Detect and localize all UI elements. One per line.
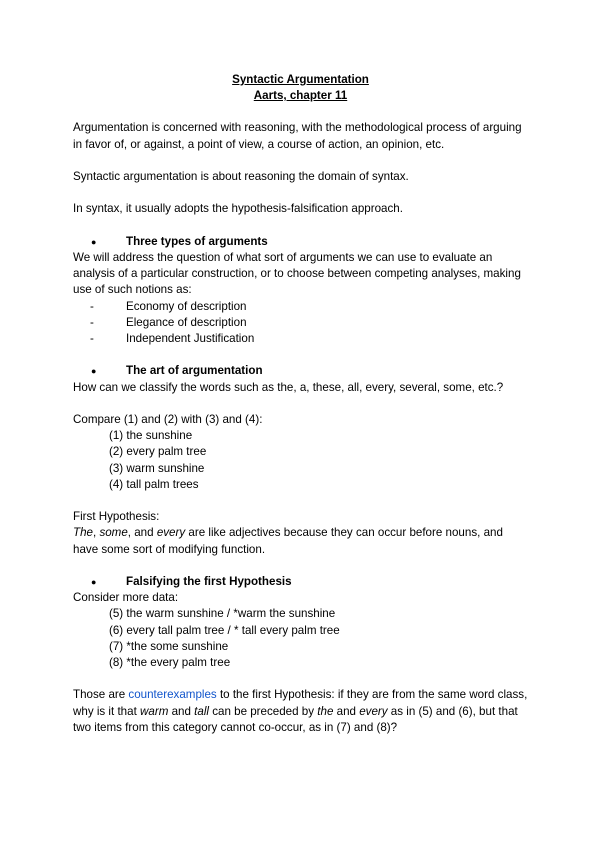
conclusion-text-part: can be preceded by xyxy=(208,704,318,718)
intro-paragraph-3: In syntax, it usually adopts the hypothesis-falsification approach. xyxy=(73,202,403,216)
conclusion-word: the xyxy=(317,704,334,718)
hypothesis-text xyxy=(73,525,528,557)
dash-icon: - xyxy=(90,315,94,329)
bullet-icon: ● xyxy=(91,576,97,587)
section3-intro: Consider more data: xyxy=(73,591,179,605)
section-heading-text: Three types of arguments xyxy=(126,234,268,248)
dash-icon: - xyxy=(90,332,94,345)
conclusion-word: warm xyxy=(140,704,169,718)
intro-paragraph-2: Syntactic argumentation is about reasoning the domain of syntax. xyxy=(73,170,409,183)
example-line: (3) warm sunshine xyxy=(109,461,205,475)
list-item xyxy=(73,331,528,347)
example-line: (6) every tall palm tree / * tall every palm tree xyxy=(109,623,340,637)
section2-question: How can we classify the words such as the, a, these, all, every, several, some, etc.? xyxy=(73,380,504,394)
example-line: (2) every palm tree xyxy=(109,445,207,459)
section-heading-art xyxy=(73,363,528,379)
hypothesis-text-part: are like adjectives because they can occur before nouns, and have some sort of modifying function. xyxy=(73,526,503,556)
example-line: (1) the sunshine xyxy=(109,429,193,443)
list-item xyxy=(73,299,528,315)
hypothesis-label: First Hypothesis: xyxy=(73,510,160,524)
intro-paragraph-1: Argumentation is concerned with reasoning, with the methodological process of arguing in favor of, or against, a point of view, a course of action, an opinion, etc. xyxy=(73,121,522,151)
list-item-text: Economy of description xyxy=(126,299,247,313)
section-heading-three-types xyxy=(73,234,528,250)
conclusion-text-part: and xyxy=(168,704,195,718)
conclusion-text-part: and xyxy=(333,704,360,718)
hypothesis-word: some xyxy=(99,526,128,540)
hypothesis-word: The xyxy=(73,526,93,540)
example-line: (5) the warm sunshine / *warm the sunshine xyxy=(109,607,336,621)
dash-icon: - xyxy=(90,299,94,313)
example-line: (7) *the some sunshine xyxy=(109,639,229,653)
bullet-icon: ● xyxy=(91,236,97,247)
list-item-text: Elegance of description xyxy=(126,315,247,329)
list-item-text: Independent Justification xyxy=(126,332,255,345)
hypothesis-text-part: , and xyxy=(127,526,157,540)
example-line: (4) tall palm trees xyxy=(109,477,199,491)
section-heading-falsifying xyxy=(73,574,528,590)
conclusion-word: every xyxy=(359,704,388,718)
hypothesis-text-part: , xyxy=(92,526,100,540)
conclusion-text-part: to the first Hypothesis: if they are from the same word class, why is it that xyxy=(73,688,528,718)
examples-5-8 xyxy=(73,606,528,671)
examples-1-4 xyxy=(73,428,528,493)
conclusion-word: tall xyxy=(194,704,209,718)
list-item xyxy=(73,315,528,331)
section1-paragraph: We will address the question of what sort of arguments we can use to evaluate an analysis of a particular construction, or to choose between competing analyses, making use of such notions as: xyxy=(73,250,521,297)
hypothesis-word: every xyxy=(156,526,186,540)
section2-compare: Compare (1) and (2) with (3) and (4): xyxy=(73,412,263,426)
example-line: (8) *the every palm tree xyxy=(109,656,231,669)
section-heading-text: The art of argumentation xyxy=(126,364,263,378)
counterexamples-link[interactable]: counterexamples xyxy=(128,688,217,702)
conclusion-text-part: Those are xyxy=(73,688,129,702)
document-subtitle: Aarts, chapter 11 xyxy=(253,89,348,103)
conclusion-paragraph xyxy=(73,687,528,736)
section-heading-text: Falsifying the first Hypothesis xyxy=(126,574,292,588)
document-title: Syntactic Argumentation xyxy=(232,73,369,86)
notions-list xyxy=(73,299,528,348)
bullet-icon: ● xyxy=(91,366,97,377)
conclusion-text-part: as in (5) and (6), but that two items from this category cannot co-occur, as in (7) and (8)? xyxy=(73,704,518,734)
